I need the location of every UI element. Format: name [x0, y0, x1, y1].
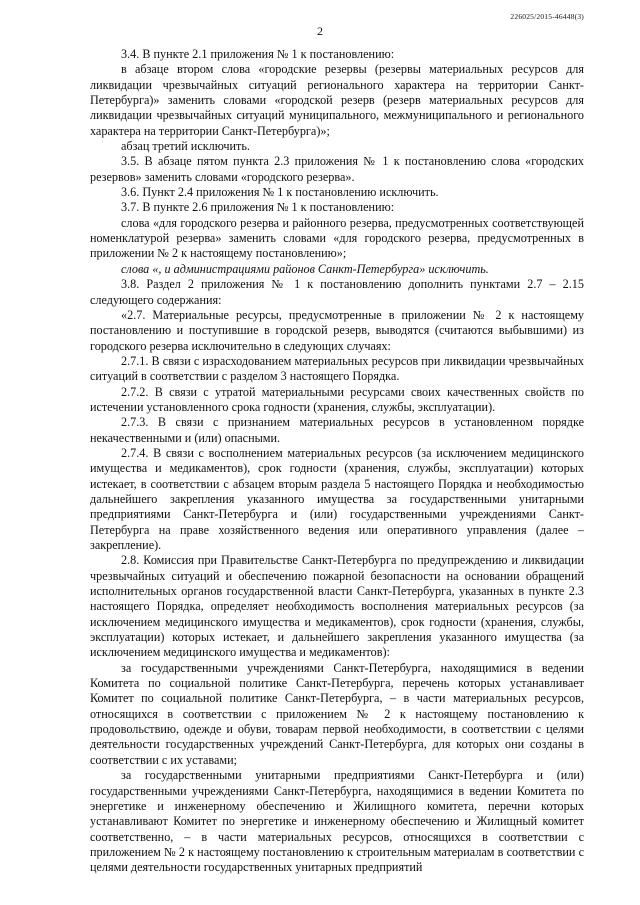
document-body [90, 47, 584, 876]
paragraph: 2.7.1. В связи с израсходованием материальных ресурсов при ликвидации чрезвычайных ситуаций в соответствии с разделом 3 настоящего Порядка. [90, 353, 584, 384]
paragraph: 2.7.2. В связи с утратой материальными ресурсами своих качественных свойств по истечении установленного срока годности (хранения, службы, эксплуатации). [90, 384, 584, 414]
paragraph: 3.8. Раздел 2 приложения № 1 к постановлению дополнить пунктами 2.7 – 2.15 следующего содержания: [90, 277, 584, 307]
paragraph: 2.7.3. В связи с признанием материальных ресурсов в установленном порядке некачественными и (или) опасными. [90, 415, 584, 445]
paragraph: абзац третий исключить. [121, 139, 250, 154]
paragraph: в абзаце втором слова «городские резервы (резервы материальных ресурсов для ликвидации чрезвычайных ситуаций регионального характера на территории Санкт-Петербурга)» заменить словами «городской резерв (резерв материальных ресурсов для ликвидации чрезвычайных ситуаций муниципального, межмуниципального и регионального характера на территории Санкт-Петербурга)»; [90, 62, 584, 138]
paragraph: 3.7. В пункте 2.6 приложения № 1 к постановлению: [121, 200, 395, 215]
paragraph: за государственными учреждениями Санкт-Петербурга, находящимися в ведении Комитета по социальной политике Санкт-Петербурга, перечень которых устанавливает Комитет по социальной политике Санкт-Петербурга, – в части материальных ресурсов, относящихся в соответствии с приложением № 2 к настоящему постановлению к продовольствию, одежде и обуви, товарам первой необходимости, в соответствии с целями деятельности государственных учреждений Санкт-Петербурга, для которых они созданы в соответствии с их уставами; [90, 660, 584, 767]
paragraph: 3.5. В абзаце пятом пункта 2.3 приложения № 1 к постановлению слова «городских резервов» заменить словами «городского резерва». [90, 154, 584, 184]
paragraph: слова «для городского резерва и районного резерва, предусмотренных соответствующей номенклатурой резерва» заменить словами «для городского резерва, предусмотренных в приложении № 2 к настоящему постановлению»; [90, 215, 584, 261]
document-number: 226025/2015-46448(3) [510, 12, 584, 21]
page-number: 2 [317, 24, 323, 38]
paragraph-italic: слова «, и администрациями районов Санкт-Петербурга» исключить. [121, 261, 489, 276]
paragraph: 2.8. Комиссия при Правительстве Санкт-Петербурга по предупреждению и ликвидации чрезвычайных ситуаций и обеспечению пожарной безопасности на основании обращений исполнительных органов государственной власти Санкт-Петербурга, указанных в пункте 2.3 настоящего Порядка, определяет необходимость восполнения материальных ресурсов (за исключением медицинского имущества и медикаментов), срок годности (хранения, службы, эксплуатации) которых истекает, и дальнейшего закрепления указанного имущества (за исключением медицинского имущества и медикаментов): [90, 553, 584, 660]
paragraph: 2.7.4. В связи с восполнением материальных ресурсов (за исключением медицинского имущества и медикаментов), срок годности (хранения, службы, эксплуатации) которых истекает, в соответствии с абзацем вторым раздела 5 настоящего Порядка и необходимостью дальнейшего закрепления указанного имущества за государственными унитарными предприятиями Санкт-Петербурга и (или) государственными учреждениями Санкт-Петербурга на праве хозяйственного ведения или оперативного управления (далее – закрепление). [90, 445, 584, 552]
paragraph: 3.4. В пункте 2.1 приложения № 1 к постановлению: [121, 47, 395, 61]
paragraph: за государственными унитарными предприятиями Санкт-Петербурга и (или) государственными учреждениями Санкт-Петербурга, находящимися в ведении Комитета по энергетике и инженерному обеспечению и Жилищного комитета, перечни которых устанавливают Комитет по энергетике и инженерному обеспечению и Жилищный комитет соответственно, – в части материальных ресурсов, относящихся в соответствии с приложением № 2 к настоящему постановлению к строительным материалам в соответствии с целями деятельности государственных унитарных предприятий [90, 768, 584, 875]
paragraph: 3.6. Пункт 2.4 приложения № 1 к постановлению исключить. [121, 185, 439, 200]
paragraph: «2.7. Материальные ресурсы, предусмотренные в приложении № 2 к настоящему постановлению и поступившие в городской резерв, выводятся (считаются выбывшими) из городского резерва исключительно в следующих случаях: [90, 307, 584, 353]
